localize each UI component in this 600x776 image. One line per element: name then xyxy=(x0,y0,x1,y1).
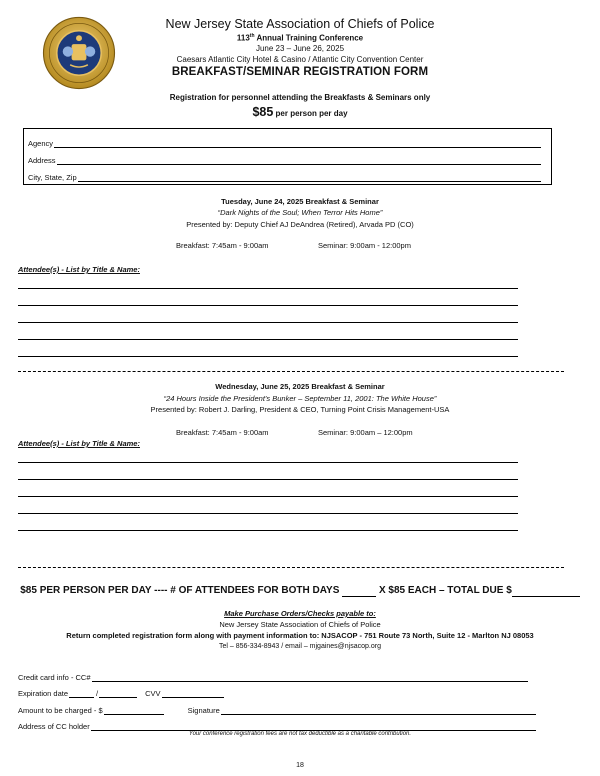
agency-label: Agency xyxy=(28,139,54,148)
cvv-label: CVV xyxy=(145,689,161,698)
tax-disclaimer: Your conference registration fees are not tax deductible as a charitable contribution. xyxy=(188,731,412,737)
total-due-line: $85 PER PERSON PER DAY ---- # OF ATTENDEES FOR BOTH DAYS X $85 EACH – TOTAL DUE $ xyxy=(0,585,600,597)
attendee-count-field[interactable] xyxy=(342,585,376,597)
payable-heading: Make Purchase Orders/Checks payable to: xyxy=(224,609,376,618)
day2-title: Wednesday, June 25, 2025 Breakfast & Seminar xyxy=(215,382,385,391)
day1-attendee-label: Attendee(s) - List by Title & Name: xyxy=(18,265,140,274)
conference-venue: Caesars Atlantic City Hotel & Casino / Atlantic City Convention Center xyxy=(176,55,424,64)
day2-seminar-time: Seminar: 9:00am – 12:00pm xyxy=(318,428,413,437)
day1-title: Tuesday, June 24, 2025 Breakfast & Seminar xyxy=(221,197,379,206)
cc-holder-address-field[interactable] xyxy=(18,719,538,731)
day2-attendee-label: Attendee(s) - List by Title & Name: xyxy=(18,439,140,448)
day1-attendee-line[interactable] xyxy=(18,322,518,323)
cc-number-label: Credit card info - CC# xyxy=(18,673,91,682)
cc-holder-label: Address of CC holder xyxy=(18,722,90,731)
amount-label: Amount to be charged - $ xyxy=(18,706,103,715)
day2-attendee-line[interactable] xyxy=(18,530,518,531)
day1-seminar-time: Seminar: 9:00am - 12:00pm xyxy=(318,241,411,250)
city-state-zip-label: City, State, Zip xyxy=(28,173,77,182)
agency-field[interactable] xyxy=(28,136,541,148)
day2-attendee-line[interactable] xyxy=(18,513,518,514)
day2-attendee-line[interactable] xyxy=(18,462,518,463)
day1-attendee-line[interactable] xyxy=(18,339,518,340)
conference-dates: June 23 – June 26, 2025 xyxy=(255,44,345,53)
page-number: 18 xyxy=(296,762,304,769)
day1-attendee-line[interactable] xyxy=(18,305,518,306)
address-field[interactable] xyxy=(28,153,541,165)
form-title: BREAKFAST/SEMINAR REGISTRATION FORM xyxy=(171,66,429,78)
day2-breakfast-time: Breakfast: 7:45am - 9:00am xyxy=(176,428,269,437)
day2-subtitle: “24 Hours Inside the President’s Bunker – September 11, 2001: The White House” xyxy=(163,394,437,403)
signature-field[interactable] xyxy=(221,705,536,715)
agency-address-box xyxy=(23,128,552,185)
day1-breakfast-time: Breakfast: 7:45am - 9:00am xyxy=(176,241,269,250)
amount-field[interactable] xyxy=(104,705,164,715)
city-state-zip-field[interactable] xyxy=(28,170,541,182)
expiration-label: Expiration date xyxy=(18,689,69,698)
expiration-month-field[interactable] xyxy=(69,688,94,698)
day1-attendee-line[interactable] xyxy=(18,356,518,357)
expiration-cvv-row: Expiration date / CVV xyxy=(18,686,226,698)
registration-note: Registration for personnel attending the Breakfasts & Seminars only xyxy=(169,93,431,102)
day1-subtitle: “Dark Nights of the Soul; When Terror Hits Home” xyxy=(217,208,383,217)
conference-name: 113th Annual Training Conference xyxy=(236,33,364,43)
return-address: Return completed registration form along with payment information to: NJSACOP - 751 Route 73 North, Suite 12 - Marlton NJ 08053 xyxy=(66,631,534,640)
day2-presenter: Presented by: Robert J. Darling, President & CEO, Turning Point Crisis Management-USA xyxy=(150,405,450,414)
day1-attendee-line[interactable] xyxy=(18,288,518,289)
price-line: $85 per person per day xyxy=(252,105,348,119)
day2-attendee-line[interactable] xyxy=(18,479,518,480)
section-divider xyxy=(18,371,564,372)
cc-number-field[interactable] xyxy=(18,670,530,682)
total-due-field[interactable] xyxy=(512,585,580,597)
expiration-year-field[interactable] xyxy=(99,688,137,698)
cvv-field[interactable] xyxy=(162,688,224,698)
contact-info: Tel – 856-334-8943 / email – mjgaines@njsacop.org xyxy=(219,643,381,650)
day2-attendee-line[interactable] xyxy=(18,496,518,497)
signature-label: Signature xyxy=(187,706,220,715)
org-name: New Jersey State Association of Chiefs of Police xyxy=(165,17,435,31)
day1-presenter: Presented by: Deputy Chief AJ DeAndrea (Retired), Arvada PD (CO) xyxy=(186,220,414,229)
address-label: Address xyxy=(28,156,56,165)
section-divider xyxy=(18,567,564,568)
amount-signature-row xyxy=(18,703,538,715)
payable-org: New Jersey State Association of Chiefs of Police xyxy=(219,620,381,629)
